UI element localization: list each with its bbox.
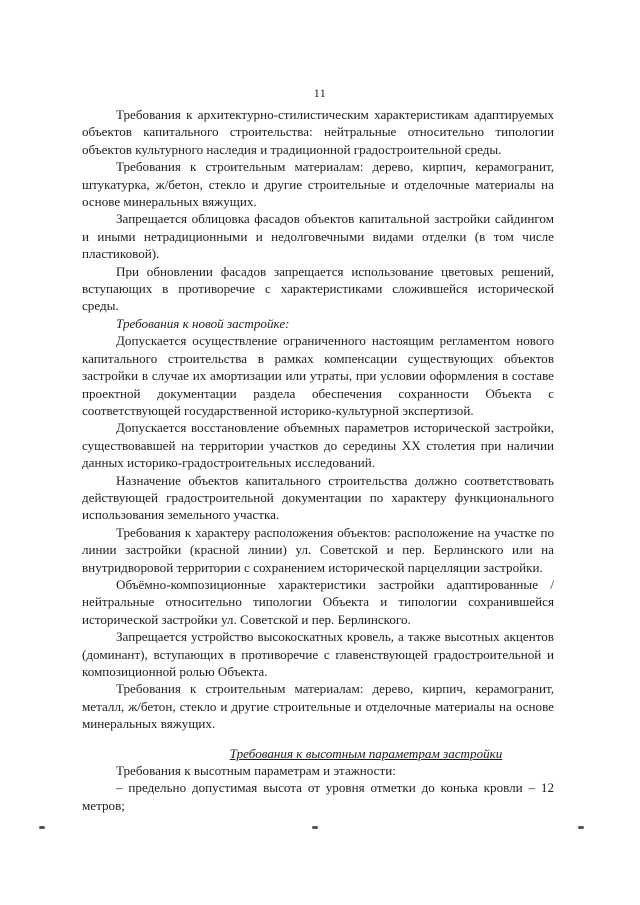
- paragraph-max-height: – предельно допустимая высота от уровня отметки до конька кровли – 12 метров;: [82, 780, 554, 813]
- scan-artifact-mark: [578, 826, 584, 829]
- paragraph-facade-colors: При обновлении фасадов запрещается использование цветовых решений, вступающих в противоречие с характеристиками сложившейся исторической среды.: [82, 263, 554, 314]
- paragraph-placement: Требования к характеру расположения объектов: расположение на участке по линии застройки (красной линии) ул. Советской и пер. Берлинского или на внутридворовой территории с сохранением исторической парцелляции застройки.: [82, 524, 554, 575]
- subheading-height-parameters: Требования к высотным параметрам застройки: [229, 745, 503, 761]
- paragraph-materials-new: Требования к строительным материалам: дерево, кирпич, керамогранит, металл, ж/бетон, стекло и другие строительные и отделочные материалы на основе минеральных вяжущих.: [82, 681, 554, 732]
- paragraph-volume-restoration: Допускается восстановление объемных параметров исторической застройки, существовавшей на территории участков до середины XX столетия при наличии данных историко-градостроительных исследований.: [82, 420, 554, 471]
- paragraph-volume-composition: Объёмно-композиционные характеристики застройки адаптированные /нейтральные относительно типологии Объекта и типологии сохранившейся исторической застройки ул. Советской и пер. Берлинского.: [82, 576, 554, 627]
- paragraph-building-materials: Требования к строительным материалам: дерево, кирпич, керамогранит, штукатурка, ж/бетон, стекло и другие строительные и отделочные материалы на основе минеральных вяжущих.: [82, 159, 554, 210]
- page-number: 11: [313, 86, 327, 100]
- paragraph-height-requirements: Требования к высотным параметрам и этажности:: [116, 763, 396, 779]
- paragraph-new-construction-allowed: Допускается осуществление ограниченного настоящим регламентом нового капитального строительства в рамках компенсации существующих объектов застройки в случае их амортизации или утраты, при условии оформления в составе проектной документации раздела обеспечения сохранности Объекта с соответствующей государственной историко-культурной экспертизой.: [82, 333, 554, 418]
- scan-artifact-mark: [39, 826, 45, 829]
- document-body: [82, 106, 554, 814]
- subheading-new-construction: Требования к новой застройке:: [116, 315, 290, 331]
- paragraph-architectural-requirements: Требования к архитектурно-стилистическим характеристикам адаптируемых объектов капитального строительства: нейтральные относительно типологии объектов культурного наследия и традиционной градостроительной среды.: [82, 107, 554, 157]
- paragraph-facade-cladding-ban: Запрещается облицовка фасадов объектов капитальной застройки сайдингом и иными нетрадиционными и недолговечными видами отделки (в том числе пластиковой).: [82, 211, 554, 262]
- scan-artifact-mark: [312, 826, 318, 829]
- paragraph-roof-ban: Запрещается устройство высокоскатных кровель, а также высотных акцентов (доминант), вступающих в противоречие с главенствующей градостроительной и композиционной ролью Объекта.: [82, 629, 554, 679]
- paragraph-purpose: Назначение объектов капитального строительства должно соответствовать действующей градостроительной документации по характеру функционального использования земельного участка.: [82, 472, 554, 523]
